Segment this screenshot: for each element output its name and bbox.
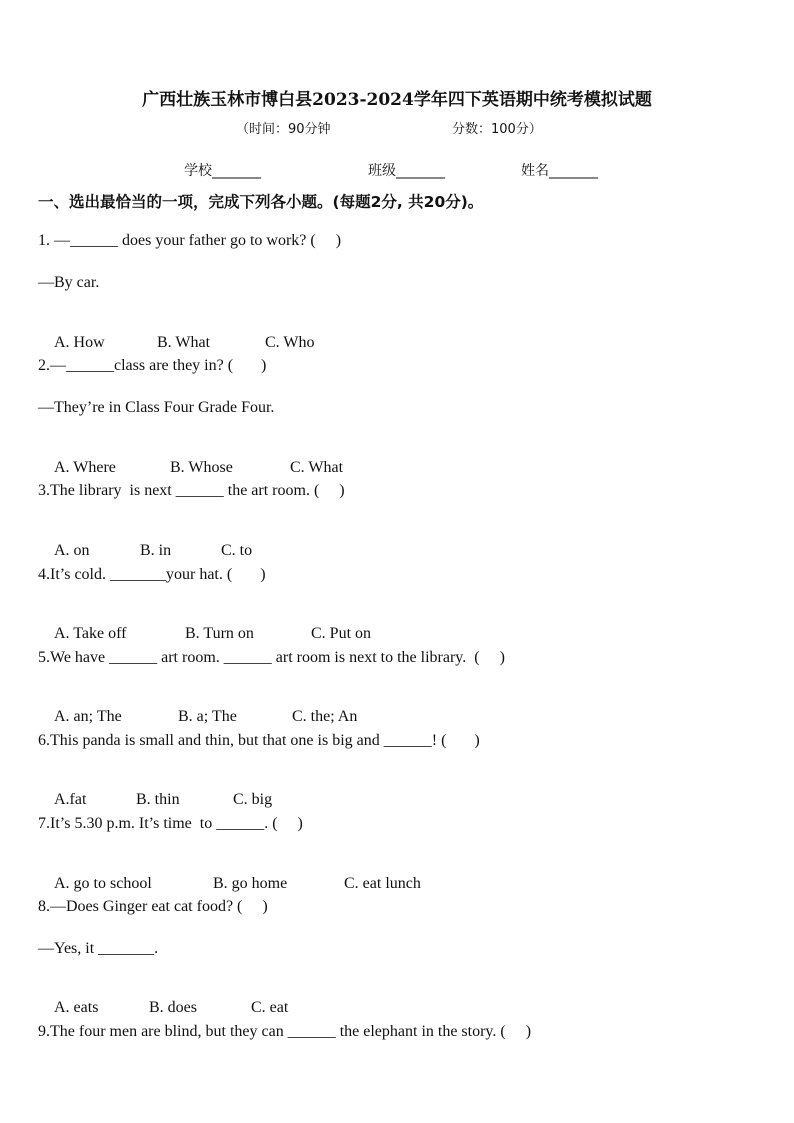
option-c: C. What <box>290 459 344 476</box>
option-a: A. Where <box>54 459 116 476</box>
exam-time: （时间：90分钟 <box>236 122 331 137</box>
option-c: C. Who <box>265 334 315 351</box>
option-c: C. to <box>221 542 253 559</box>
question-3-stem: 3.The library is next ______ the art room. ( ) <box>38 482 345 499</box>
question-1-answer: —By car. <box>38 274 100 291</box>
question-1-stem: 1. —______ does your father go to work? ( ) <box>38 232 342 249</box>
option-a: A. go to school <box>54 875 152 892</box>
question-6-stem: 6.This panda is small and thin, but that one is big and ______! ( ) <box>38 732 480 749</box>
option-b: B. Whose <box>170 459 233 476</box>
name-field: 姓名_______ <box>521 163 598 179</box>
class-field: 班级_______ <box>368 163 445 179</box>
question-5-stem: 5.We have ______ art room. ______ art room is next to the library. ( ) <box>38 649 505 666</box>
question-8-answer: —Yes, it _______. <box>38 940 159 957</box>
option-b: B. thin <box>136 791 180 808</box>
option-b: B. Turn on <box>185 625 254 642</box>
option-c: C. eat <box>251 999 289 1016</box>
option-a: A. on <box>54 542 90 559</box>
option-a: A.fat <box>54 791 87 808</box>
question-4-stem: 4.It’s cold. _______your hat. ( ) <box>38 566 266 583</box>
option-c: C. big <box>233 791 273 808</box>
exam-score: 分数：100分） <box>452 122 542 137</box>
option-a: A. Take off <box>54 625 127 642</box>
option-b: B. a; The <box>178 708 237 725</box>
school-field: 学校_______ <box>184 163 261 179</box>
question-7-stem: 7.It’s 5.30 p.m. It’s time to ______. ( ) <box>38 815 303 832</box>
option-c: C. Put on <box>311 625 372 642</box>
option-c: C. the; An <box>292 708 358 725</box>
option-b: B. go home <box>213 875 288 892</box>
question-8-stem: 8.—Does Ginger eat cat food? ( ) <box>38 898 268 915</box>
option-a: A. How <box>54 334 105 351</box>
option-b: B. in <box>140 542 172 559</box>
exam-title: 广西壮族玉林市博白县2023-2024学年四下英语期中统考模拟试题 <box>142 90 652 110</box>
question-9-stem: 9.The four men are blind, but they can ______ the elephant in the story. ( ) <box>38 1023 532 1040</box>
option-b: B. What <box>157 334 211 351</box>
question-2-answer: —They’re in Class Four Grade Four. <box>38 399 275 416</box>
question-2-stem: 2.—______class are they in? ( ) <box>38 357 267 374</box>
option-b: B. does <box>149 999 197 1016</box>
option-a: A. an; The <box>54 708 122 725</box>
section-heading: 一、选出最恰当的一项，完成下列各小题。(每题2分, 共20分)。 <box>38 193 484 211</box>
option-a: A. eats <box>54 999 99 1016</box>
option-c: C. eat lunch <box>344 875 421 892</box>
